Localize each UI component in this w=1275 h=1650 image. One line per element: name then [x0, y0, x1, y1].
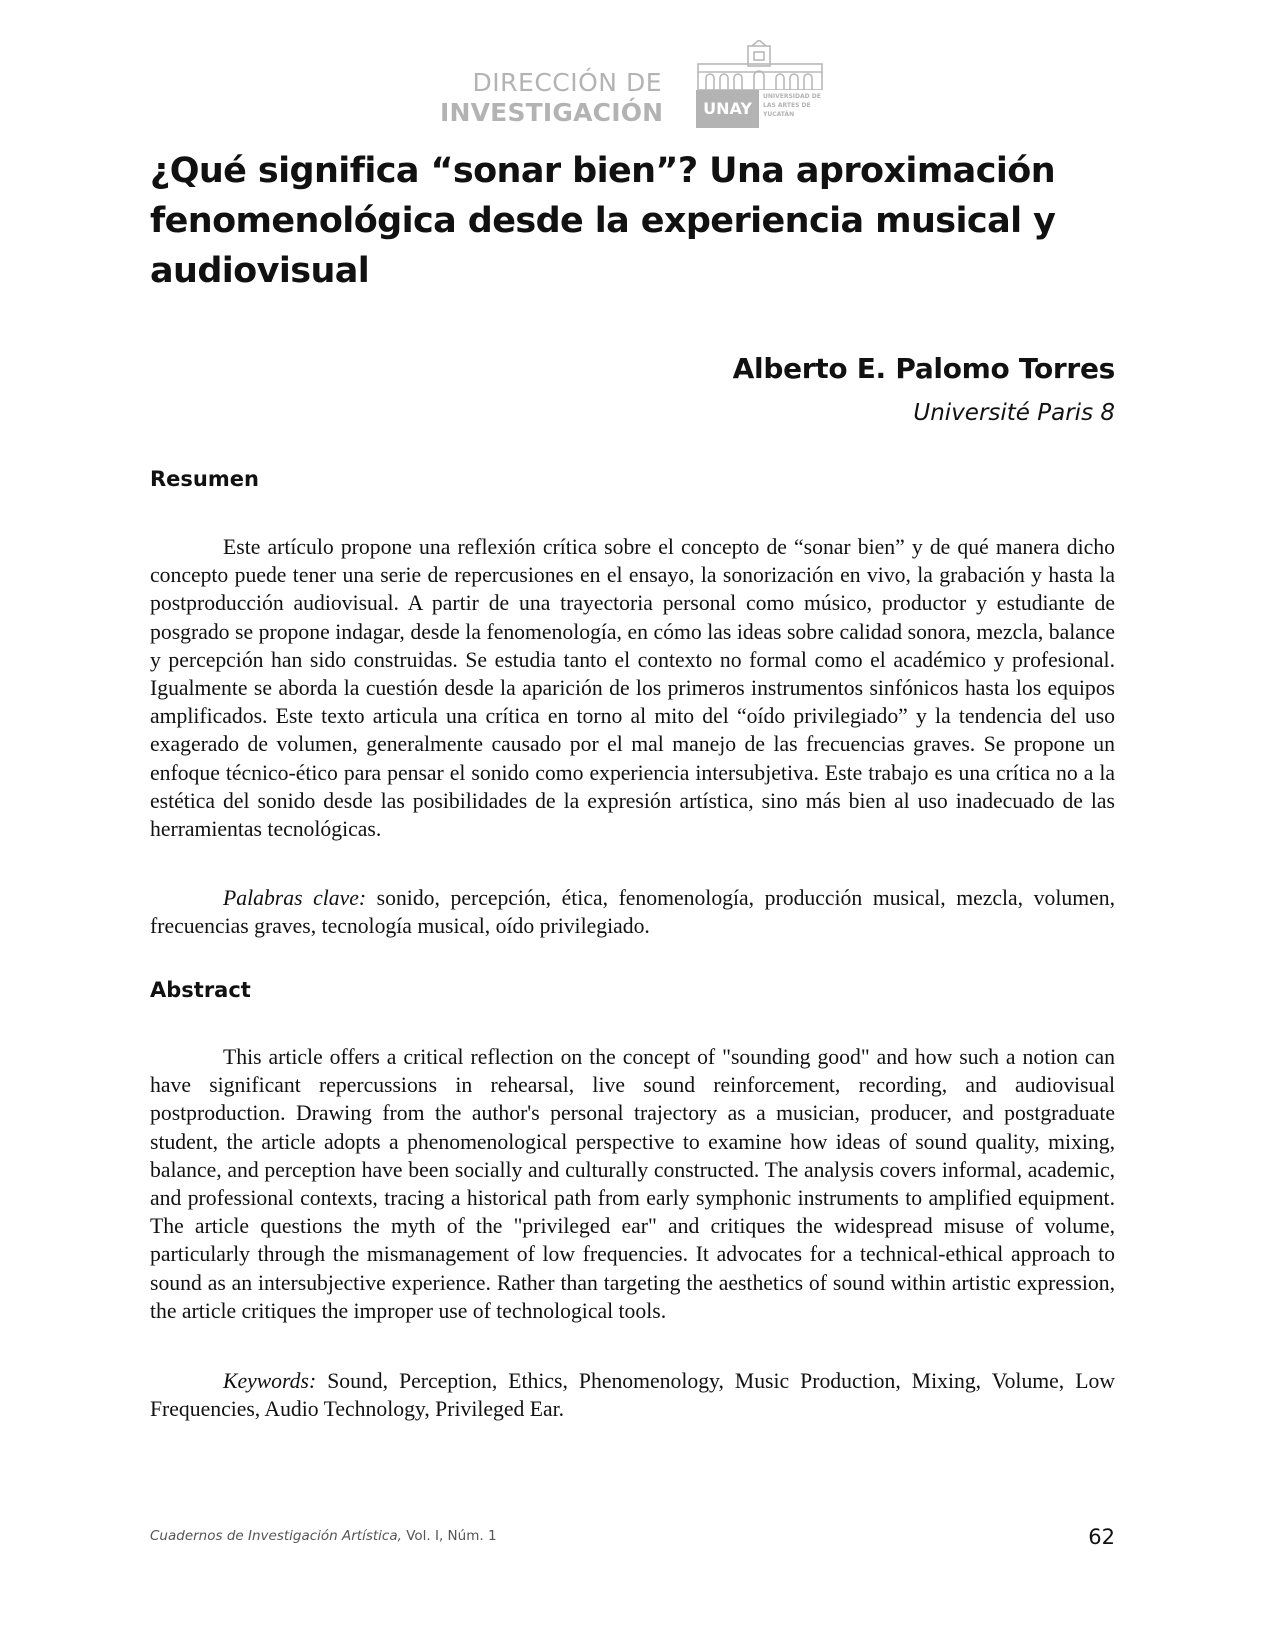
resumen-keywords-label: Palabras clave:	[223, 886, 367, 910]
university-emblem-icon	[696, 40, 826, 130]
logo-text	[440, 68, 662, 128]
page-number: 62	[1088, 1525, 1115, 1549]
footer-journal: Cuadernos de Investigación Artística,	[150, 1528, 402, 1544]
resumen-keywords	[150, 884, 1115, 940]
author-name: Alberto E. Palomo Torres	[732, 352, 1115, 385]
footer-citation	[150, 1528, 497, 1544]
header-logo	[440, 40, 840, 130]
unay-subtitle: UNIVERSIDAD DE LAS ARTES DE YUCATÁN	[763, 93, 821, 118]
abstract-heading: Abstract	[150, 978, 251, 1002]
abstract-keywords	[150, 1367, 1115, 1423]
resumen-keywords-list: sonido, percepción, ética, fenomenología, producción musical, mezcla, volumen, frecuencias graves, tecnología musical, oído privilegiado.	[150, 886, 1116, 939]
abstract-body: This article offers a critical reflection on the concept of "sounding good" and how such a notion can have significant repercussions in rehearsal, live sound reinforcement, recording, and audiovisual postproduction. Drawing from the author's personal trajectory as a musician, producer, and postgraduate student, the article adopts a phenomenological perspective to examine how ideas of sound quality, mixing, balance, and perception have been socially and culturally constructed. The analysis covers informal, academic, and professional contexts, tracing a historical path from early symphonic instruments to amplified equipment. The article questions the myth of the "privileged ear" and critiques the widespread misuse of volume, particularly through the mismanagement of low frequencies. It advocates for a technical-ethical approach to sound as an intersubjective experience. Rather than targeting the aesthetics of sound within artistic expression, the article critiques the improper use of technological tools.	[150, 1045, 1115, 1323]
logo-line-2: INVESTIGACIÓN	[440, 98, 664, 127]
logo-line-1: DIRECCIÓN DE	[472, 68, 662, 97]
article-title: ¿Qué significa “sonar bien”? Una aproximación fenomenológica desde la experiencia musical y audiovisual	[150, 151, 1056, 291]
abstract-keywords-label: Keywords:	[223, 1369, 317, 1393]
author-affiliation: Université Paris 8	[913, 400, 1115, 426]
unay-badge: UNAY	[696, 90, 759, 128]
abstract-keywords-list: Sound, Perception, Ethics, Phenomenology, Music Production, Mixing, Volume, Low Frequencies, Audio Technology, Privileged Ear.	[150, 1369, 1115, 1422]
footer-issue: Vol. I, Núm. 1	[401, 1528, 497, 1544]
building-icon	[696, 40, 826, 90]
resumen-body: Este artículo propone una reflexión crítica sobre el concepto de “sonar bien” y de qué manera dicho concepto puede tener una serie de repercusiones en el ensayo, la sonorización en vivo, la grabación y hasta la postproducción audiovisual. A partir de una trayectoria personal como músico, productor y estudiante de posgrado se propone indagar, desde la fenomenología, en cómo las ideas sobre calidad sonora, mezcla, balance y percepción han sido construidas. Se estudia tanto el contexto no formal como el académico y profesional. Igualmente se aborda la cuestión desde la aparición de los primeros instrumentos sinfónicos hasta los equipos amplificados. Este texto articula una crítica en torno al mito del “oído privilegiado” y la tendencia del uso exagerado de volumen, generalmente causado por el mal manejo de las frecuencias graves. Se propone un enfoque técnico-ético para pensar el sonido como experiencia intersubjetiva. Este trabajo es una crítica no a la estética del sonido desde las posibilidades de la expresión artística, sino más bien al uso inadecuado de las herramientas tecnológicas.	[150, 535, 1115, 842]
resumen-heading: Resumen	[150, 467, 259, 491]
